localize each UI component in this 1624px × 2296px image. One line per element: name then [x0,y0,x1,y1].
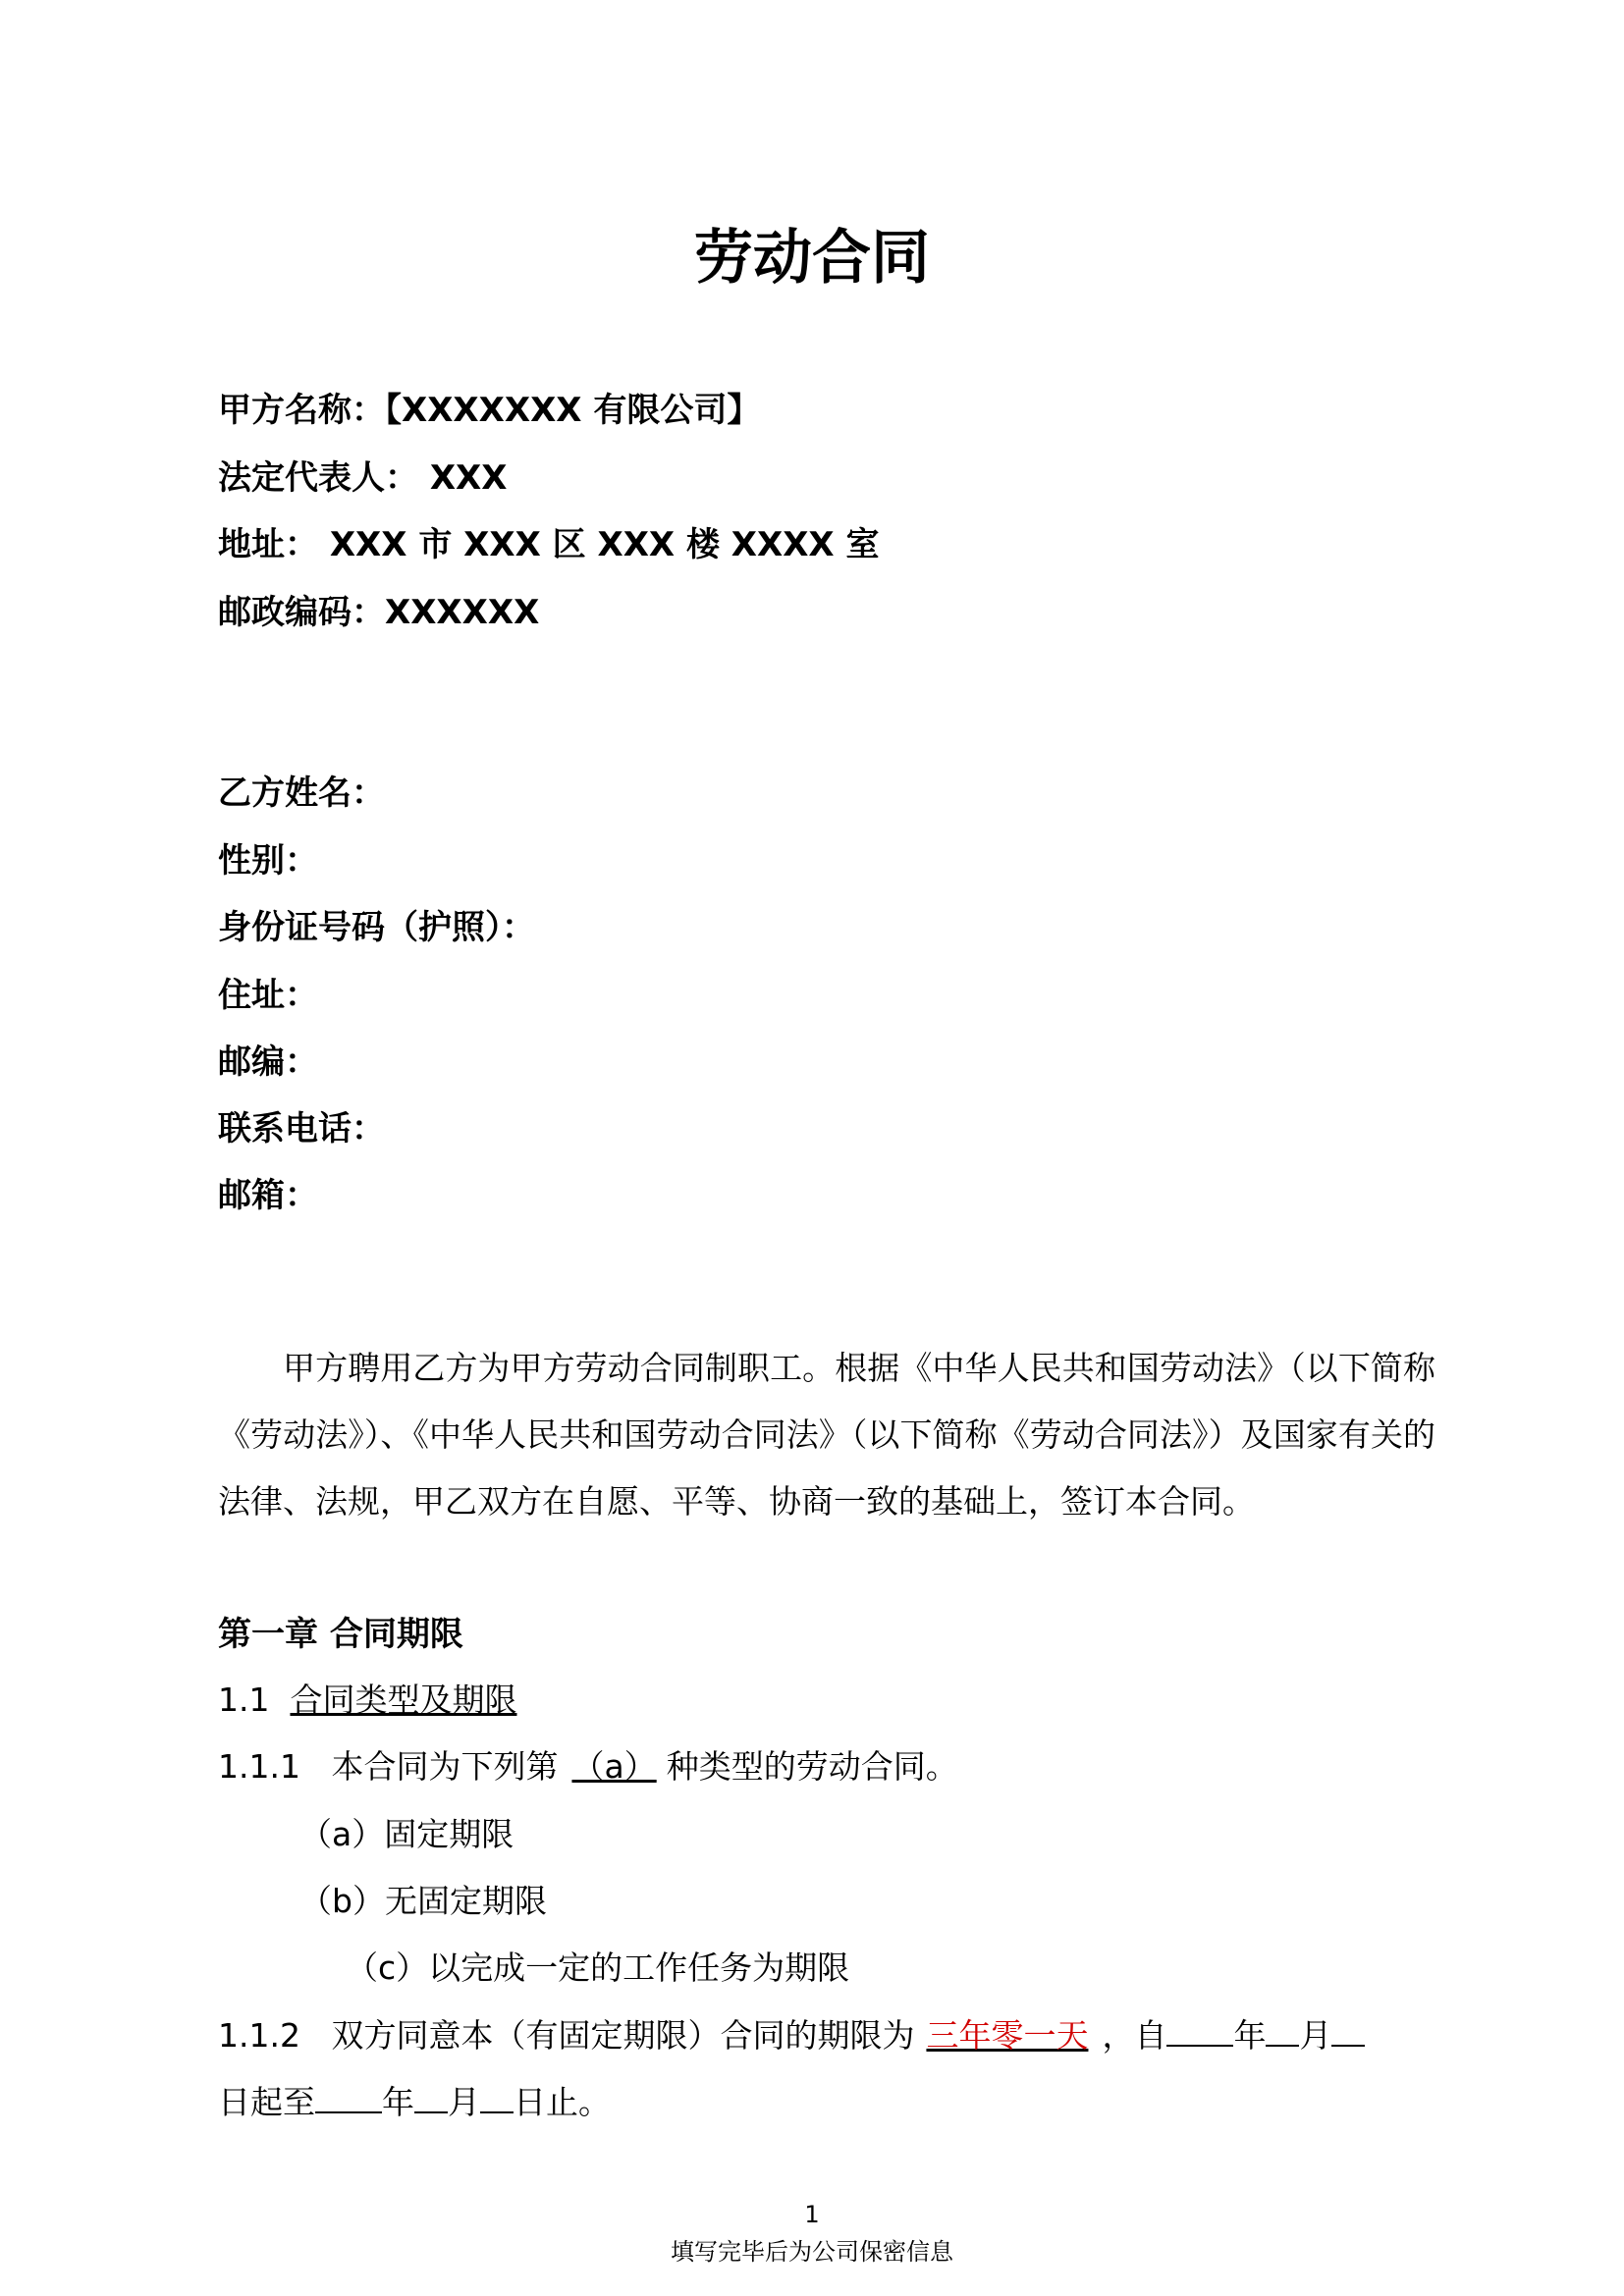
end-year-label: 年 [382,2083,414,2121]
party-b-email-label: 邮箱： [218,1176,318,1215]
party-a-address-label: 地址： [218,525,318,564]
start-month-blank[interactable] [1266,2015,1299,2047]
clause-1-1-2-text-before: 双方同意本（有固定期限）合同的期限为 [331,2016,915,2055]
party-b-gender-label: 性别： [218,841,318,881]
start-day-label: 日起至 [218,2083,315,2121]
end-day-label: 日止。 [514,2083,611,2121]
party-b-name-label: 乙方姓名： [218,774,385,813]
party-a-name [218,383,760,431]
contract-term-fill: 三年零一天 [926,2016,1089,2055]
section-1-1-title: 合同类型及期限 [290,1681,517,1719]
clause-1-1-1-text-before: 本合同为下列第 [331,1747,559,1786]
clause-1-1-1-number: 1.1.1 [218,1747,300,1786]
party-a-postcode-value: XXXXXX [385,593,540,632]
party-a-rep-label: 法定代表人： [218,458,418,498]
party-b-address-label: 住址： [218,976,318,1015]
section-1-1-number: 1.1 [218,1681,270,1719]
clause-1-1-2-continued [218,2077,611,2123]
intro-paragraph: 甲方聘用乙方为甲方劳动合同制职工。根据《中华人民共和国劳动法》（以下简称《劳动法》）、《中华人民共和国劳动合同法》（以下简称《劳动合同法》）及国家有关的法律、法规，甲乙双方在自愿、平等、协商一致的基础上，签订本合同。 [218,1349,1435,1521]
option-a: （a）固定期限 [299,1815,514,1853]
clause-1-1-2 [218,2010,1365,2056]
party-a-representative [218,451,508,499]
chapter-1-heading: 第一章 合同期限 [218,1615,463,1654]
party-a-postcode [218,585,539,633]
party-a-rep-value: XXX [429,458,508,498]
contract-type-fill: （a） [571,1747,657,1786]
page-number: 1 [804,2201,820,2228]
clause-1-1-1 [218,1741,958,1788]
footer-note: 填写完毕后为公司保密信息 [671,2238,953,2266]
document-title: 劳动合同 [694,224,930,293]
clause-1-1-2-from: ，自 [1102,2016,1167,2055]
start-year-blank[interactable] [1166,2015,1233,2047]
clause-1-1-2-number: 1.1.2 [218,2016,300,2055]
party-b-id-label: 身份证号码（护照）： [218,908,535,947]
party-a-address [218,517,879,565]
party-a-name-label: 甲方名称： [218,391,385,430]
section-1-1 [218,1675,516,1721]
option-c: （c）以完成一定的工作任务为期限 [346,1949,850,1987]
option-b: （b）无固定期限 [299,1882,547,1920]
end-month-label: 月 [448,2083,480,2121]
start-month-label: 月 [1299,2016,1332,2055]
party-a-postcode-label: 邮政编码： [218,593,385,632]
party-a-address-value: XXX 市 XXX 区 XXX 楼 XXXX 室 [329,525,880,564]
party-b-phone-label: 联系电话： [218,1109,385,1148]
end-year-blank[interactable] [315,2082,382,2113]
party-a-name-value: 【XXXXXXX 有限公司】 [385,391,761,430]
party-b-postcode-label: 邮编： [218,1042,318,1082]
start-year-label: 年 [1233,2016,1267,2055]
clause-1-1-1-text-after: 种类型的劳动合同。 [666,1747,958,1786]
end-month-blank[interactable] [414,2082,448,2113]
start-day-blank[interactable] [1331,2015,1365,2047]
end-day-blank[interactable] [480,2082,514,2113]
